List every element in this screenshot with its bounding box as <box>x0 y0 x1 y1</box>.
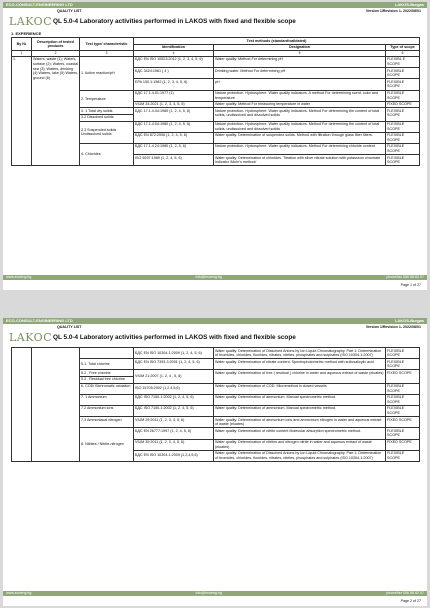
page-title: QL 5.0-4 Laboratory activities performed in LAKOS with fixed and flexible scope <box>53 333 296 341</box>
method-designation: Drinking water. Method For determining pH <box>214 68 386 79</box>
company-name: ECO-CONSULT-ENGINEERING LTD <box>6 2 73 7</box>
page-number: Page 1 of 27 <box>400 283 421 287</box>
footer-bar <box>3 275 427 280</box>
scope-type: FIXED SCOPE <box>386 101 420 108</box>
method-id: БДС EN ISO 10523:2012 (1, 2, 3, 4, 5, 6) <box>134 56 214 67</box>
scope-type: FLEXIBLE SCOPE <box>386 68 420 79</box>
test-type: 5.1. Total chlorine <box>80 359 134 370</box>
col-methods: Test methods (standard/validated) <box>134 38 420 45</box>
test-type: 7.2 Ammonium ions <box>80 405 134 416</box>
tested-product <box>32 348 80 462</box>
method-designation: Nature protection. Hydrosphere. Water quality indicators. Method For determining the content of total solids, undissolved and dissolved solids <box>214 121 386 132</box>
col-no: By № <box>12 38 32 51</box>
quality-list-label: QUALITY LIST <box>57 325 82 329</box>
scope-type: FLEXIBLE SCOPE <box>386 450 420 461</box>
method-designation: Water quality. Determination of nitrate content. Spectrophotometric method with sulfosalicylic acid <box>214 359 386 370</box>
test-type: 2. Temperature <box>80 90 134 108</box>
method-designation: Water quality. Determination of COD. Micromethod in closed vessels <box>214 383 386 394</box>
method-designation: Water quality. Determination of Dissolved Anions by Ion Liquid Chromatography. Part 1: Determination of bromides, chlorides, fluorides, nitrates, nitrites, phosphates and sulphates (ISO 10304-1:2007) <box>214 450 386 461</box>
index-cell: 1 <box>12 51 32 57</box>
scope-type: FLEXIBLE SCOPE <box>386 394 420 405</box>
method-designation: Water quality. Determination of nitrite content Molecular absorption spectrometric method. <box>214 428 386 439</box>
page-1 <box>3 2 427 290</box>
page-title: QL 5.0-4 Laboratory activities performed in LAKOS with fixed and flexible scope <box>53 17 296 25</box>
lab-name: LAKOS-Burgas <box>394 2 424 7</box>
method-id: БДС EN ISO 10304-1:2009 (1, 2, 4, 5, 6) <box>134 348 214 359</box>
method-id: БДС 17.1.4.24:1980 (1, 2, 5, 6) <box>134 143 214 154</box>
method-id: VIUM 21:2007 (1, 2, 4 , 5, 6) <box>134 370 214 383</box>
method-id: VIUM 34:2021 (1, 2, 3, 4, 5, 6) <box>134 101 214 108</box>
method-designation: Nature protection. Hydrosphere. Water quality indicators. Method For determining chloride content <box>214 143 386 154</box>
method-designation: Water quality. Determination of suspended solids. Method with filtration through glass fiber filters. <box>214 132 386 143</box>
method-id: ISO 15705:2002 (1,2,4,5,6) <box>134 383 214 394</box>
footer-bar <box>3 591 427 596</box>
method-id: БДС 3424:1981 ( 4 ) <box>134 68 214 79</box>
quality-list-label: QUALITY LIST <box>57 9 82 13</box>
method-designation: Nature protection. Hydrosphere. Water quality indicators. Method For determining the content of total solids, undissolved and dissolved solids <box>214 108 386 121</box>
scope-table <box>11 37 420 166</box>
method-designation: pH <box>214 79 386 90</box>
scope-type: FIXED SCOPE <box>386 370 420 383</box>
col-scope: Type of scope <box>386 44 420 51</box>
test-type: 4. Chlorides <box>80 143 134 165</box>
footer-email: info@ecoeng.bg <box>195 275 222 279</box>
method-id: БДС 17.1.4.04:1980 (1, 2, 4, 5, 6) <box>134 108 214 121</box>
method-id: БДС EN ISO 10304-1:2009 (1,2,4,5,6) <box>134 450 214 461</box>
test-type: 7.3 Ammoniacal nitrogen <box>80 417 134 428</box>
lakos-logo: LAKOC <box>9 14 53 28</box>
col-desc: Description of tested products <box>32 38 80 51</box>
footer-phone: phone/fax 056 58 62 07 <box>386 275 424 279</box>
tested-product: Waters, waste (1); Waters, surface (2); Waters, coastal sea (3); Waters, drinking (4) Waters, lake (5) Waters, ground (6) <box>32 56 80 165</box>
section-heading: 1. EXPERIENCE <box>11 31 42 36</box>
index-cell: 4 <box>134 51 214 57</box>
method-id: БДС EN 872:2006 (1, 2, 4, 5, 6) <box>134 132 214 143</box>
method-id: ISO 9297:1989 (1, 2, 4, 5, 6) <box>134 155 214 166</box>
method-id: БДС ISO 7150-1:2002 (1, 2, 4, 5, 6) <box>134 394 214 405</box>
scope-type: FLEXIBLE SCOPE <box>386 155 420 166</box>
method-designation: Water quality. Determination of chlorides. Titration with silver nitrate solution with potassium chromate indicator /Mohr's method/ <box>214 155 386 166</box>
lab-name: LAKOS-Burgas <box>394 318 424 323</box>
col-test: Test type/ characteristic <box>80 38 134 51</box>
test-type: 8. Nitrites / Nitrite-nitrogen <box>80 428 134 462</box>
table-row <box>12 56 420 67</box>
test-type: 3. 1 Total dry solids <box>80 108 134 115</box>
table-row <box>12 348 420 359</box>
method-designation: Water quality. Method For measuring temperature in water <box>214 101 386 108</box>
title-row <box>3 330 427 344</box>
row-number: 1. <box>12 56 32 165</box>
test-type: 3.2 Dissolved solids <box>80 114 134 121</box>
scope-type: FLEXIBLE SCOPE <box>386 359 420 370</box>
col-design: Designation <box>214 44 386 51</box>
title-row <box>3 14 427 28</box>
company-name: ECO-CONSULT-ENGINEERING LTD <box>6 318 73 323</box>
page-number: Page 2 of 27 <box>400 599 421 603</box>
scope-type: FLEXIBLE SCOPE <box>386 90 420 101</box>
row-number <box>12 348 32 462</box>
method-designation: Nature protection. Hydrosphere. Water quality indicators. A method For determining scent, color and temperature <box>214 90 386 101</box>
method-designation: Water quality. Determination of nitrites and nitrogen nitrite in water and aqueous extract of waste (eluates) <box>214 439 386 450</box>
scope-type: FLEXIBLE SCOPE <box>386 405 420 416</box>
method-id: EPA 150.1:1982 (1, 2, 3, 4, 5, 6) <box>134 79 214 90</box>
scope-type: FLEXIBLE SCOPE <box>386 121 420 132</box>
method-id: VIUM 29:2011 (1, 2, 3, 4, 5, 6) <box>134 417 214 428</box>
method-id: БДС EN 26777:1997 (1, 2, 4, 5, 6) <box>134 428 214 439</box>
scope-table-continued <box>11 347 420 462</box>
page-2 <box>3 318 427 606</box>
footer-site: www.ecoeng.bg <box>6 591 32 595</box>
method-designation: Water quality. Determination of ammonium ions and ammonium nitrogen in water and aqueous extract of waste (eluates) <box>214 417 386 428</box>
method-id: БДС ISO 7150-1:2002 (1, 2, 4, 5, 6) <box>134 405 214 416</box>
scope-type: FLEXIBLE SCOPE <box>386 428 420 439</box>
method-designation: Water quality. Method For determining pH <box>214 56 386 67</box>
method-id: БДС 17.1.4.04:1980 (1, 2, 4, 5, 6) <box>134 121 214 132</box>
scope-type: FLEXIBLE SCOPE <box>386 132 420 143</box>
scope-type: FIXED SCOPE <box>386 417 420 428</box>
test-type <box>80 348 134 359</box>
footer-phone: phone/fax 056 58 62 07 <box>386 591 424 595</box>
scope-type: FLEXIBLE SCOPE <box>386 348 420 359</box>
scope-type: FLEXIBLE SCOPE <box>386 108 420 121</box>
test-type: 5.3 . Residual free chlorine <box>80 376 134 383</box>
method-designation: Water quality. Determination of Dissolved Anions by Ion Liquid Chromatography. Part 1: Determination of bromides, chlorides, fluorides, nitrates, nitrites, phosphates and sulphates (ISO 10304-1:2007) <box>214 348 386 359</box>
method-id: VIUM 30:2011 (1, 2, 3, 4, 5, 6) <box>134 439 214 450</box>
test-type: 1. Active reaction/pH <box>80 56 134 90</box>
footer-site: www.ecoeng.bg <box>6 275 32 279</box>
footer-email: info@ecoeng.bg <box>195 591 222 595</box>
method-designation: Water quality. Determination of ammonium. Manual spectrometric method. <box>214 405 386 416</box>
scope-type: FIXED SCOPE <box>386 439 420 450</box>
test-type: 3.3 Suspended solids Undissolved solids <box>80 121 134 143</box>
index-cell: 2 <box>32 51 80 57</box>
scope-type: FLEXIBLE SCOPE <box>386 383 420 394</box>
method-id: БДС EN ISO 7393-3:2001 (1, 2, 4, 5, 6) <box>134 359 214 370</box>
table-header <box>12 38 420 45</box>
method-designation: Water quality. Determination of ammonium. Manual spectrometric method. <box>214 394 386 405</box>
version-label: Version 1/Revision 1- 2022/08/01 <box>365 9 421 13</box>
lakos-logo: LAKOC <box>9 330 53 344</box>
version-label: Version 1/Revision 1- 2022/08/01 <box>365 325 421 329</box>
index-cell: 5 <box>214 51 386 57</box>
test-type: 5.2 . Free chlorine <box>80 370 134 377</box>
index-cell: 6 <box>386 51 420 57</box>
scope-type: FLEXIBL E SCOPE <box>386 56 420 67</box>
method-designation: Water quality. Determination of free ( residual ) chlorine in water and aqueous extract of waste (eluates) <box>214 370 386 383</box>
scope-type: FLEXIBLE SCOPE <box>386 79 420 90</box>
col-ident: Identification <box>134 44 214 51</box>
test-type: 7. 1 Ammonium <box>80 394 134 405</box>
test-type: 6. COD/ Bichromatic oxidation <box>80 383 134 394</box>
scope-type: FLEXIBLE SCOPE <box>386 143 420 154</box>
method-id: БДС 17.1.4.01:1977 (1) <box>134 90 214 101</box>
index-cell: 3 <box>80 51 134 57</box>
